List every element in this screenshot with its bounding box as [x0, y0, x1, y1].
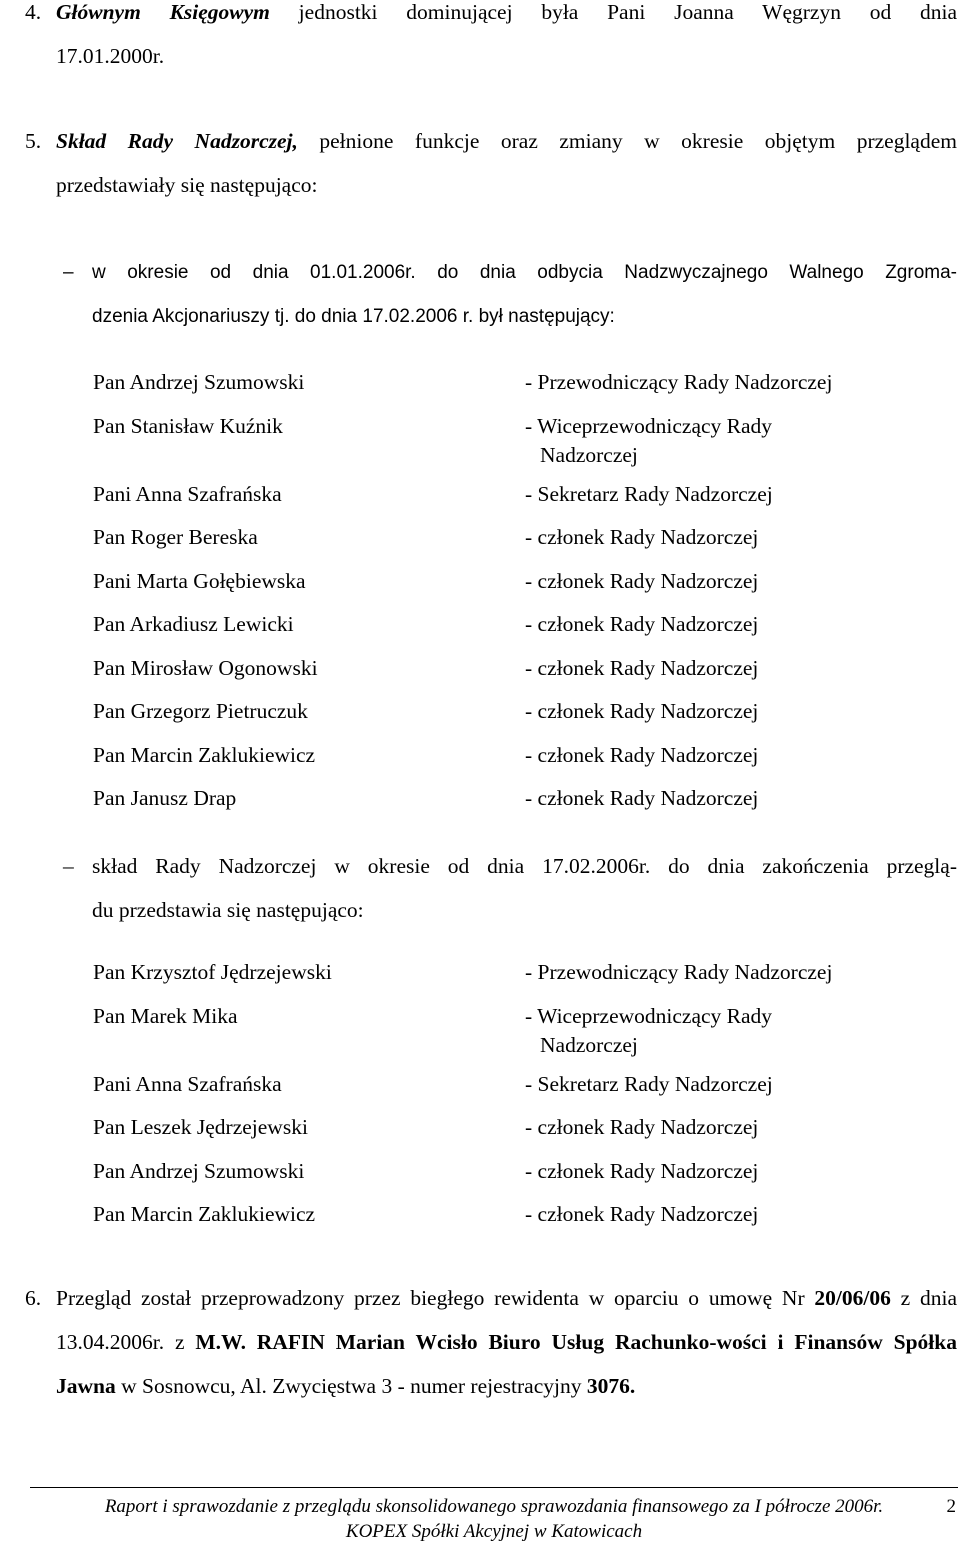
paragraph-body [56, 0, 957, 78]
footer-report-title: Raport i sprawozdanie z przeglądu skonsolidowanego sprawozdania finansowego za I półrocze 2006r. [104, 1496, 884, 1517]
member-role [525, 654, 855, 683]
member-role [525, 958, 855, 987]
paragraph-body [56, 119, 957, 207]
board-member-row [93, 567, 953, 611]
dash-bullet: – [63, 854, 74, 878]
member-name: Pan Grzegorz Pietruczuk [93, 699, 308, 723]
auditor-name: M.W. RAFIN Marian Wcisło Biuro Usług Rachunko-wości i Finansów Spółka Jawna [56, 1330, 957, 1398]
paragraph-number: 6. [25, 1286, 42, 1310]
member-role [525, 1070, 855, 1099]
member-role [525, 1157, 855, 1186]
member-name: Pan Marcin Zaklukiewicz [93, 1202, 316, 1226]
board-member-row [93, 1157, 953, 1201]
board-member-row [93, 741, 953, 785]
member-role [525, 1113, 855, 1142]
board-member-row [93, 1200, 953, 1244]
paragraph-body [56, 1276, 957, 1408]
member-name: Pan Mirosław Ogonowski [93, 655, 318, 680]
board-member-row [93, 610, 953, 654]
member-role-text: - Sekretarz Rady Nadzorczej [525, 1071, 773, 1096]
paragraph-4 [25, 0, 957, 78]
member-name: Pan Janusz Drap [93, 786, 237, 810]
board-member-row [93, 412, 953, 480]
member-role-text: - członek Rady Nadzorczej [525, 1202, 759, 1226]
paragraph-text: Przegląd został przeprowadzony przez biegłego rewidenta w oparciu o umowę Nr [56, 1286, 815, 1310]
member-role [525, 610, 855, 639]
board-member-row [93, 1002, 953, 1070]
period-text-line: w okresie od dnia 01.01.2006r. do dnia odbycia Nadzwyczajnego Walnego Zgroma- [92, 262, 957, 283]
board-member-row [93, 654, 953, 698]
page-number: 2 [946, 1496, 956, 1517]
member-role-text: - członek Rady Nadzorczej [525, 1158, 759, 1183]
registration-number: 3076. [586, 1374, 636, 1398]
member-name: Pan Marek Mika [93, 1003, 238, 1028]
period-text [92, 844, 957, 932]
paragraph-text-line: 17.01.2000r. [56, 44, 165, 68]
member-role [525, 741, 855, 770]
member-role [525, 368, 855, 397]
member-role-text: - członek Rady Nadzorczej [525, 612, 759, 636]
paragraph-text-line: przedstawiały się następująco: [56, 173, 318, 197]
footer-divider [30, 1487, 958, 1488]
paragraph-number: 4. [25, 0, 42, 24]
member-role-continuation: Nadzorczej [540, 442, 638, 467]
member-role [525, 1200, 855, 1229]
member-role-continuation: Nadzorczej [540, 1032, 638, 1057]
period-text-line: skład Rady Nadzorczej w okresie od dnia 17.02.2006r. do dnia zakończenia przeglą- [92, 854, 957, 878]
member-role [525, 784, 855, 813]
member-name: Pan Stanisław Kuźnik [93, 413, 283, 438]
member-name: Pani Anna Szafrańska [93, 1071, 282, 1096]
period-text-line: du przedstawia się następująco: [92, 898, 364, 922]
member-role-text: - członek Rady Nadzorczej [525, 655, 759, 680]
board-member-row [93, 958, 953, 1002]
board-member-row [93, 523, 953, 567]
member-role-text: - Przewodniczący Rady Nadzorczej [525, 370, 833, 394]
board-member-row [93, 368, 953, 412]
member-role-text: - członek Rady Nadzorczej [525, 786, 759, 810]
member-role [525, 567, 855, 596]
member-name: Pan Leszek Jędrzejewski [93, 1115, 308, 1139]
paragraph-text: pełnione funkcje oraz zmiany w okresie objętym przeglądem [297, 129, 957, 153]
page-footer [30, 1494, 958, 1544]
member-name: Pani Marta Gołębiewska [93, 568, 306, 593]
member-role-text: - członek Rady Nadzorczej [525, 568, 759, 593]
board-members-list-2 [93, 958, 953, 1244]
member-role [525, 1002, 855, 1060]
member-role-text: - członek Rady Nadzorczej [525, 742, 759, 767]
member-role-text: - członek Rady Nadzorczej [525, 699, 759, 723]
member-role [525, 523, 855, 552]
dash-bullet: – [63, 262, 74, 283]
member-role-text: - Wiceprzewodniczący Rady [525, 1003, 773, 1028]
member-role-text: - członek Rady Nadzorczej [525, 525, 759, 549]
member-role-text: - Sekretarz Rady Nadzorczej [525, 481, 773, 506]
member-name: Pan Andrzej Szumowski [93, 370, 305, 394]
paragraph-text: z dnia 13.04.2006r. z [56, 1286, 957, 1354]
member-name: Pan Arkadiusz Lewicki [93, 612, 294, 636]
member-role-text: - Wiceprzewodniczący Rady [525, 413, 773, 438]
contract-number: 20/06/06 [814, 1286, 891, 1310]
member-name: Pan Andrzej Szumowski [93, 1158, 305, 1183]
member-role-text: - Przewodniczący Rady Nadzorczej [525, 960, 833, 984]
paragraph-number: 5. [25, 129, 42, 153]
footer-company-name: KOPEX Spółki Akcyjnej w Katowicach [345, 1521, 643, 1542]
period-text-line: dzenia Akcjonariuszy tj. do dnia 17.02.2006 r. był następujący: [92, 306, 615, 327]
paragraph-6 [25, 1276, 957, 1408]
member-name: Pan Roger Bereska [93, 525, 258, 549]
emphasis: Głównym Księgowym [56, 0, 270, 24]
board-member-row [93, 697, 953, 741]
period-2-intro [55, 844, 957, 932]
member-role [525, 412, 855, 470]
board-member-row [93, 784, 953, 828]
member-role [525, 480, 855, 509]
member-name: Pani Anna Szafrańska [93, 481, 282, 506]
board-member-row [93, 480, 953, 524]
member-name: Pan Marcin Zaklukiewicz [93, 742, 316, 767]
paragraph-text: w Sosnowcu, Al. Zwycięstwa 3 - numer rejestracyjny [115, 1374, 587, 1398]
board-members-list-1 [93, 368, 953, 828]
paragraph-text: jednostki dominującej była Pani Joanna Węgrzyn od dnia [269, 0, 957, 24]
board-member-row [93, 1113, 953, 1157]
member-role-text: - członek Rady Nadzorczej [525, 1115, 759, 1139]
period-1-intro [55, 251, 957, 339]
member-role [525, 697, 855, 726]
emphasis: Skład Rady Nadzorczej, [56, 129, 298, 153]
member-name: Pan Krzysztof Jędrzejewski [93, 960, 332, 984]
paragraph-5 [25, 119, 957, 207]
period-text [92, 251, 957, 339]
board-member-row [93, 1070, 953, 1114]
